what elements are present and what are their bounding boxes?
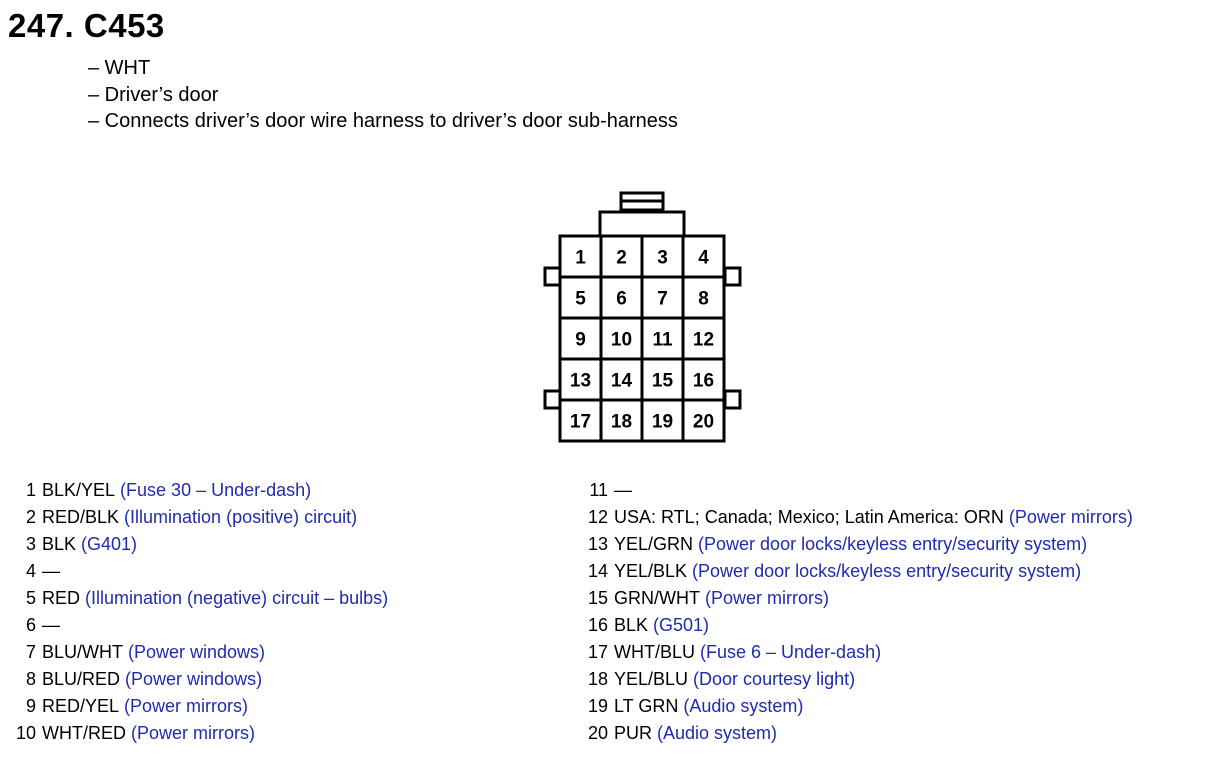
pin-cavity-label: 4 <box>698 247 709 269</box>
connector-top-tab <box>600 212 684 236</box>
wire-color: BLK <box>614 615 649 635</box>
pin-row <box>586 612 1133 639</box>
pin-number: 11 <box>589 480 608 500</box>
pin-cavity-label: 11 <box>652 329 673 351</box>
circuit-link[interactable]: (Power windows) <box>125 669 263 689</box>
pin-row <box>14 666 388 693</box>
side-key-top-left <box>545 268 560 285</box>
pin-row <box>586 504 1133 531</box>
wire-color: BLU/RED <box>42 669 121 689</box>
wire-color: BLK <box>42 534 77 554</box>
pin-number: 9 <box>25 696 36 716</box>
pin-row <box>14 558 388 585</box>
connector-title: 247. C453 <box>8 7 165 44</box>
pin-number: 2 <box>25 507 36 527</box>
wire-color: PUR <box>614 723 653 743</box>
pin-row <box>586 693 1133 720</box>
pin-row <box>586 639 1133 666</box>
pin-number: 13 <box>587 534 608 554</box>
wire-color: WHT/BLU <box>614 642 695 662</box>
circuit-link[interactable]: (Door courtesy light) <box>693 669 856 689</box>
pin-row <box>586 531 1133 558</box>
wire-color: LT GRN <box>614 696 679 716</box>
circuit-link[interactable]: (G501) <box>653 615 710 635</box>
pin-cavity-label: 1 <box>575 247 586 269</box>
detail-function: – Connects driver’s door wire harness to driver’s door sub-harness <box>88 110 678 132</box>
circuit-link[interactable]: (G401) <box>81 534 138 554</box>
wire-color: WHT/RED <box>42 723 126 743</box>
wire-color: YEL/GRN <box>614 534 694 554</box>
pin-number: 6 <box>25 615 36 635</box>
circuit-link[interactable]: (Fuse 30 – Under-dash) <box>120 480 312 500</box>
pin-cavity-label: 13 <box>569 370 592 392</box>
pin-number: 12 <box>587 507 608 527</box>
pin-row <box>586 720 1133 747</box>
pin-number: 16 <box>587 615 608 635</box>
pin-cavity-label: 3 <box>657 247 668 269</box>
wire-color: YEL/BLK <box>614 561 688 581</box>
pin-list-left <box>14 477 388 747</box>
wire-color: BLU/WHT <box>42 642 123 662</box>
wire-color: RED/BLK <box>42 507 120 527</box>
detail-location: – Driver’s door <box>88 83 219 106</box>
pin-row <box>14 639 388 666</box>
wire-color: — <box>42 561 60 581</box>
circuit-link[interactable]: (Power door locks/keyless entry/security system) <box>692 561 1082 581</box>
pin-cavity-label: 20 <box>692 411 715 433</box>
wire-color: — <box>42 615 60 635</box>
circuit-link[interactable]: (Power mirrors) <box>704 588 829 608</box>
pin-cavity-label: 18 <box>610 411 633 433</box>
pin-row <box>14 612 388 639</box>
wire-color: — <box>614 480 632 500</box>
pin-number: 15 <box>587 588 608 608</box>
pin-number: 19 <box>587 696 608 716</box>
pin-cavity-label: 9 <box>575 329 586 351</box>
pin-cavity-label: 12 <box>692 329 715 351</box>
wire-color: USA: RTL; Canada; Mexico; Latin America: ORN <box>614 507 1004 527</box>
pin-cavity-label: 17 <box>569 411 592 433</box>
circuit-link[interactable]: (Power mirrors) <box>1008 507 1133 527</box>
pin-row <box>586 666 1133 693</box>
circuit-link[interactable]: (Illumination (positive) circuit) <box>124 507 358 527</box>
pin-row <box>14 531 388 558</box>
pin-cavity-label: 5 <box>575 288 586 310</box>
circuit-link[interactable]: (Audio system) <box>657 723 778 743</box>
pin-row <box>586 585 1133 612</box>
wire-color: RED/YEL <box>42 696 120 716</box>
pin-number: 14 <box>587 561 608 581</box>
pin-number: 10 <box>15 723 36 743</box>
pin-cavity-label: 2 <box>616 247 627 269</box>
pin-cavity-label: 16 <box>692 370 715 392</box>
pin-number: 3 <box>25 534 36 554</box>
pin-list-right <box>586 477 1133 747</box>
wire-color: YEL/BLU <box>614 669 689 689</box>
pin-cavity-label: 14 <box>610 370 633 392</box>
pin-cavity-label: 8 <box>698 288 709 310</box>
circuit-link[interactable]: (Power windows) <box>128 642 266 662</box>
side-key-bottom-left <box>545 391 560 408</box>
wire-color: RED <box>42 588 81 608</box>
pin-number: 8 <box>25 669 36 689</box>
pin-cavity-label: 15 <box>651 370 674 392</box>
pin-cavity-label: 19 <box>651 411 674 433</box>
side-key-bottom-right <box>725 391 740 408</box>
pin-row <box>14 720 388 747</box>
pin-row <box>14 693 388 720</box>
wire-color: GRN/WHT <box>614 588 700 608</box>
pin-row <box>586 477 1133 504</box>
wire-color: BLK/YEL <box>42 480 116 500</box>
detail-color: – WHT <box>88 57 151 79</box>
pin-number: 20 <box>587 723 608 743</box>
pin-number: 1 <box>25 480 36 500</box>
circuit-link[interactable]: (Audio system) <box>683 696 804 716</box>
circuit-link[interactable]: (Power door locks/keyless entry/security system) <box>698 534 1088 554</box>
side-key-top-right <box>725 268 740 285</box>
pin-row <box>14 477 388 504</box>
pin-cavity-label: 6 <box>616 288 627 310</box>
pin-number: 7 <box>25 642 36 662</box>
pin-number: 4 <box>25 561 36 581</box>
pin-cavity-label: 10 <box>610 329 633 351</box>
circuit-link[interactable]: (Power mirrors) <box>124 696 249 716</box>
pin-number: 17 <box>587 642 608 662</box>
pin-cavity-label: 7 <box>657 288 668 310</box>
pin-row <box>14 585 388 612</box>
pin-number: 18 <box>587 669 608 689</box>
pin-number: 5 <box>25 588 36 608</box>
circuit-link[interactable]: (Illumination (negative) circuit – bulbs) <box>85 588 389 608</box>
circuit-link[interactable]: (Power mirrors) <box>131 723 255 743</box>
pin-row <box>586 558 1133 585</box>
circuit-link[interactable]: (Fuse 6 – Under-dash) <box>700 642 882 662</box>
pin-row <box>14 504 388 531</box>
